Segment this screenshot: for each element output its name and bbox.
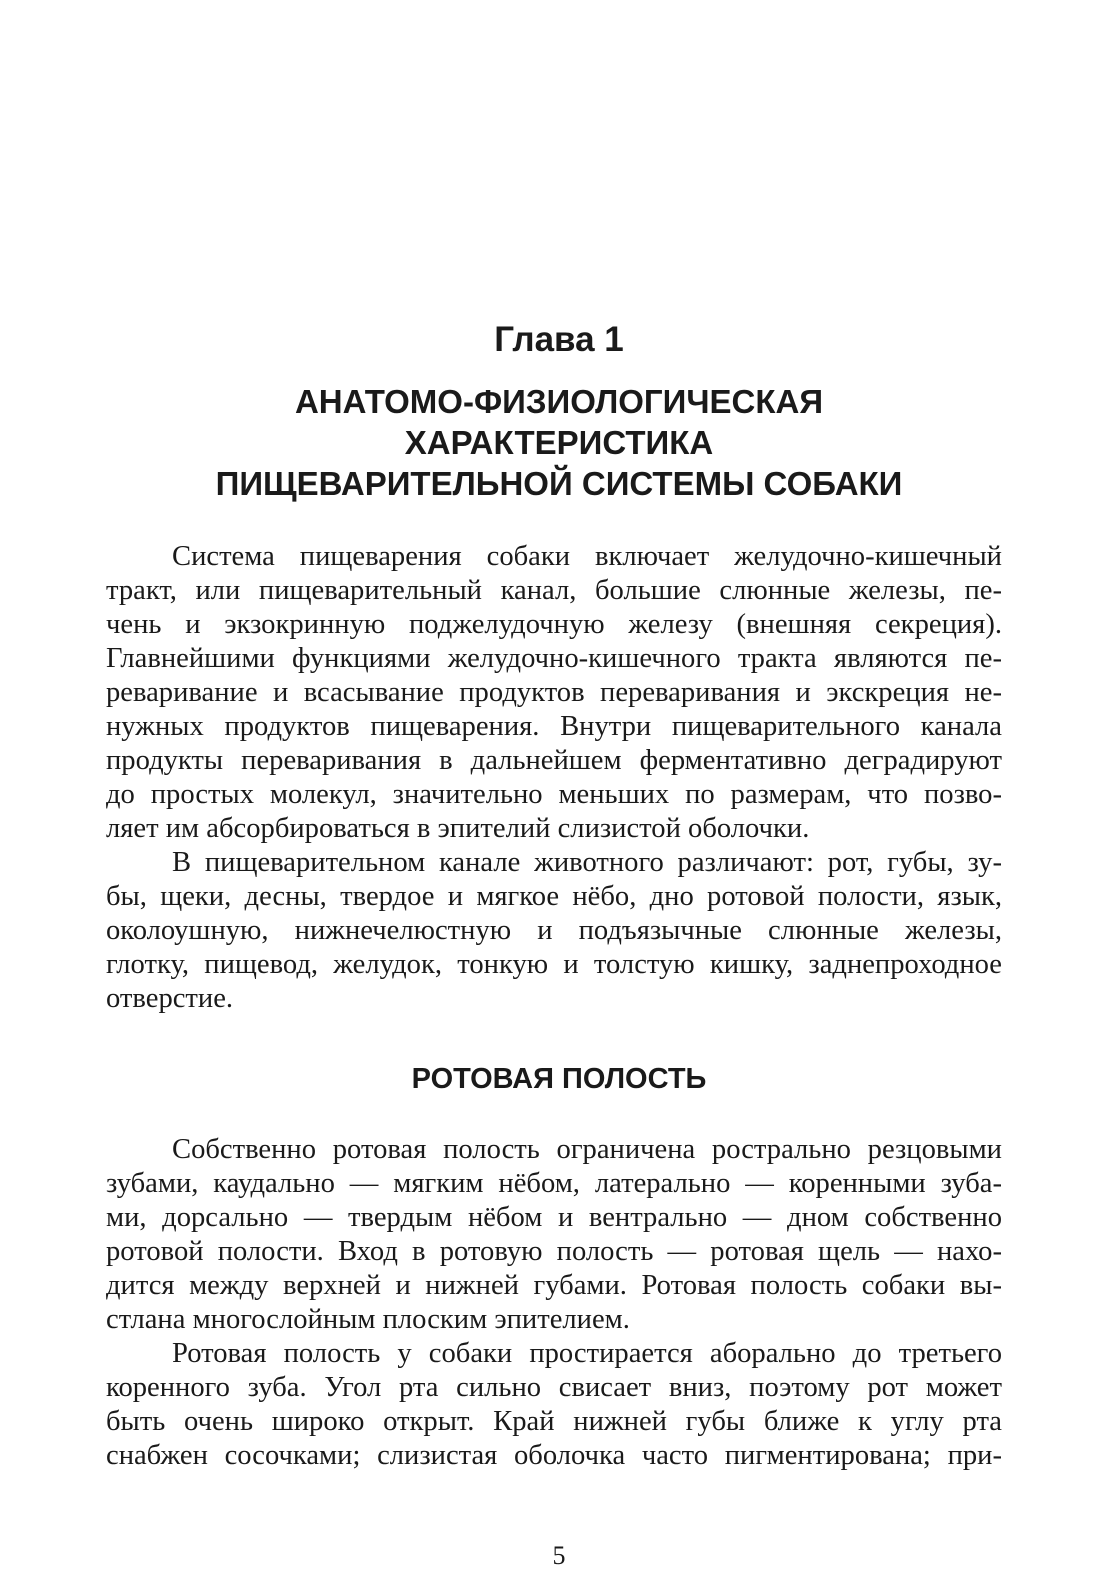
text-line: стлана многослойным плоским эпителием.	[106, 1304, 630, 1335]
text-line: ротовой полости. Вход в ротовую полость — ротовая щель — нахо-	[106, 1236, 1002, 1267]
text-line: чень и экзокринную поджелудочную железу (внешняя секреция).	[106, 609, 1002, 640]
text-line: быть очень широко открыт. Край нижней губы ближе к углу рта	[106, 1406, 1002, 1437]
text-line: ляет им абсорбироваться в эпителий слизистой оболочки.	[106, 813, 810, 844]
text-line: Система пищеварения собаки включает желудочно-кишечный	[172, 541, 1002, 572]
text-line: продукты переваривания в дальнейшем ферментативно деградируют	[106, 745, 1002, 776]
text-line: отверстие.	[106, 983, 234, 1014]
chapter-title-line: ХАРАКТЕРИСТИКА	[404, 424, 714, 461]
text-line: дится между верхней и нижней губами. Ротовая полость собаки вы-	[106, 1270, 1002, 1301]
text-line: тракт, или пищеварительный канал, большие слюнные железы, пе-	[106, 575, 1002, 606]
intro-paragraph-1	[106, 540, 1002, 846]
chapter-title	[0, 381, 1118, 504]
text-line: Собственно ротовая полость ограничена рострально резцовыми	[172, 1134, 1002, 1165]
text-line: ми, дорсально — твердым нёбом и вентрально — дном собственно	[106, 1202, 1002, 1233]
intro-text	[106, 540, 1002, 1016]
text-line: зубами, каудально — мягким нёбом, латерально — коренными зуба-	[106, 1168, 1002, 1199]
section-paragraph-1	[106, 1133, 1002, 1337]
text-line: нужных продуктов пищеварения. Внутри пищеварительного канала	[106, 711, 1002, 742]
section-text	[106, 1133, 1002, 1473]
page-number: 5	[552, 1541, 566, 1570]
section-paragraph-2	[106, 1337, 1002, 1473]
intro-paragraph-2	[106, 846, 1002, 1016]
text-line: Главнейшими функциями желудочно-кишечного тракта являются пе-	[106, 643, 1002, 674]
section-title: РОТОВАЯ ПОЛОСТЬ	[411, 1063, 707, 1095]
text-line: околоушную, нижнечелюстную и подъязычные слюнные железы,	[106, 915, 1002, 946]
text-line: до простых молекул, значительно меньших по размерам, что позво-	[106, 779, 1002, 810]
text-line: снабжен сосочками; слизистая оболочка часто пигментирована; при-	[106, 1440, 1002, 1471]
text-line: глотку, пищевод, желудок, тонкую и толстую кишку, заднепроходное	[106, 949, 1002, 980]
chapter-label: Глава 1	[494, 320, 624, 359]
text-line: бы, щеки, десны, твердое и мягкое нёбо, дно ротовой полости, язык,	[106, 881, 1002, 912]
chapter-title-line: АНАТОМО-ФИЗИОЛОГИЧЕСКАЯ	[294, 383, 824, 420]
text-line: В пищеварительном канале животного различают: рот, губы, зу-	[172, 847, 1002, 878]
text-line: коренного зуба. Угол рта сильно свисает вниз, поэтому рот может	[106, 1372, 1002, 1403]
text-line: реваривание и всасывание продуктов переваривания и экскреция не-	[106, 677, 1002, 708]
chapter-title-line: ПИЩЕВАРИТЕЛЬНОЙ СИСТЕМЫ СОБАКИ	[215, 465, 903, 502]
text-line: Ротовая полость у собаки простирается аборально до третьего	[172, 1338, 1002, 1369]
